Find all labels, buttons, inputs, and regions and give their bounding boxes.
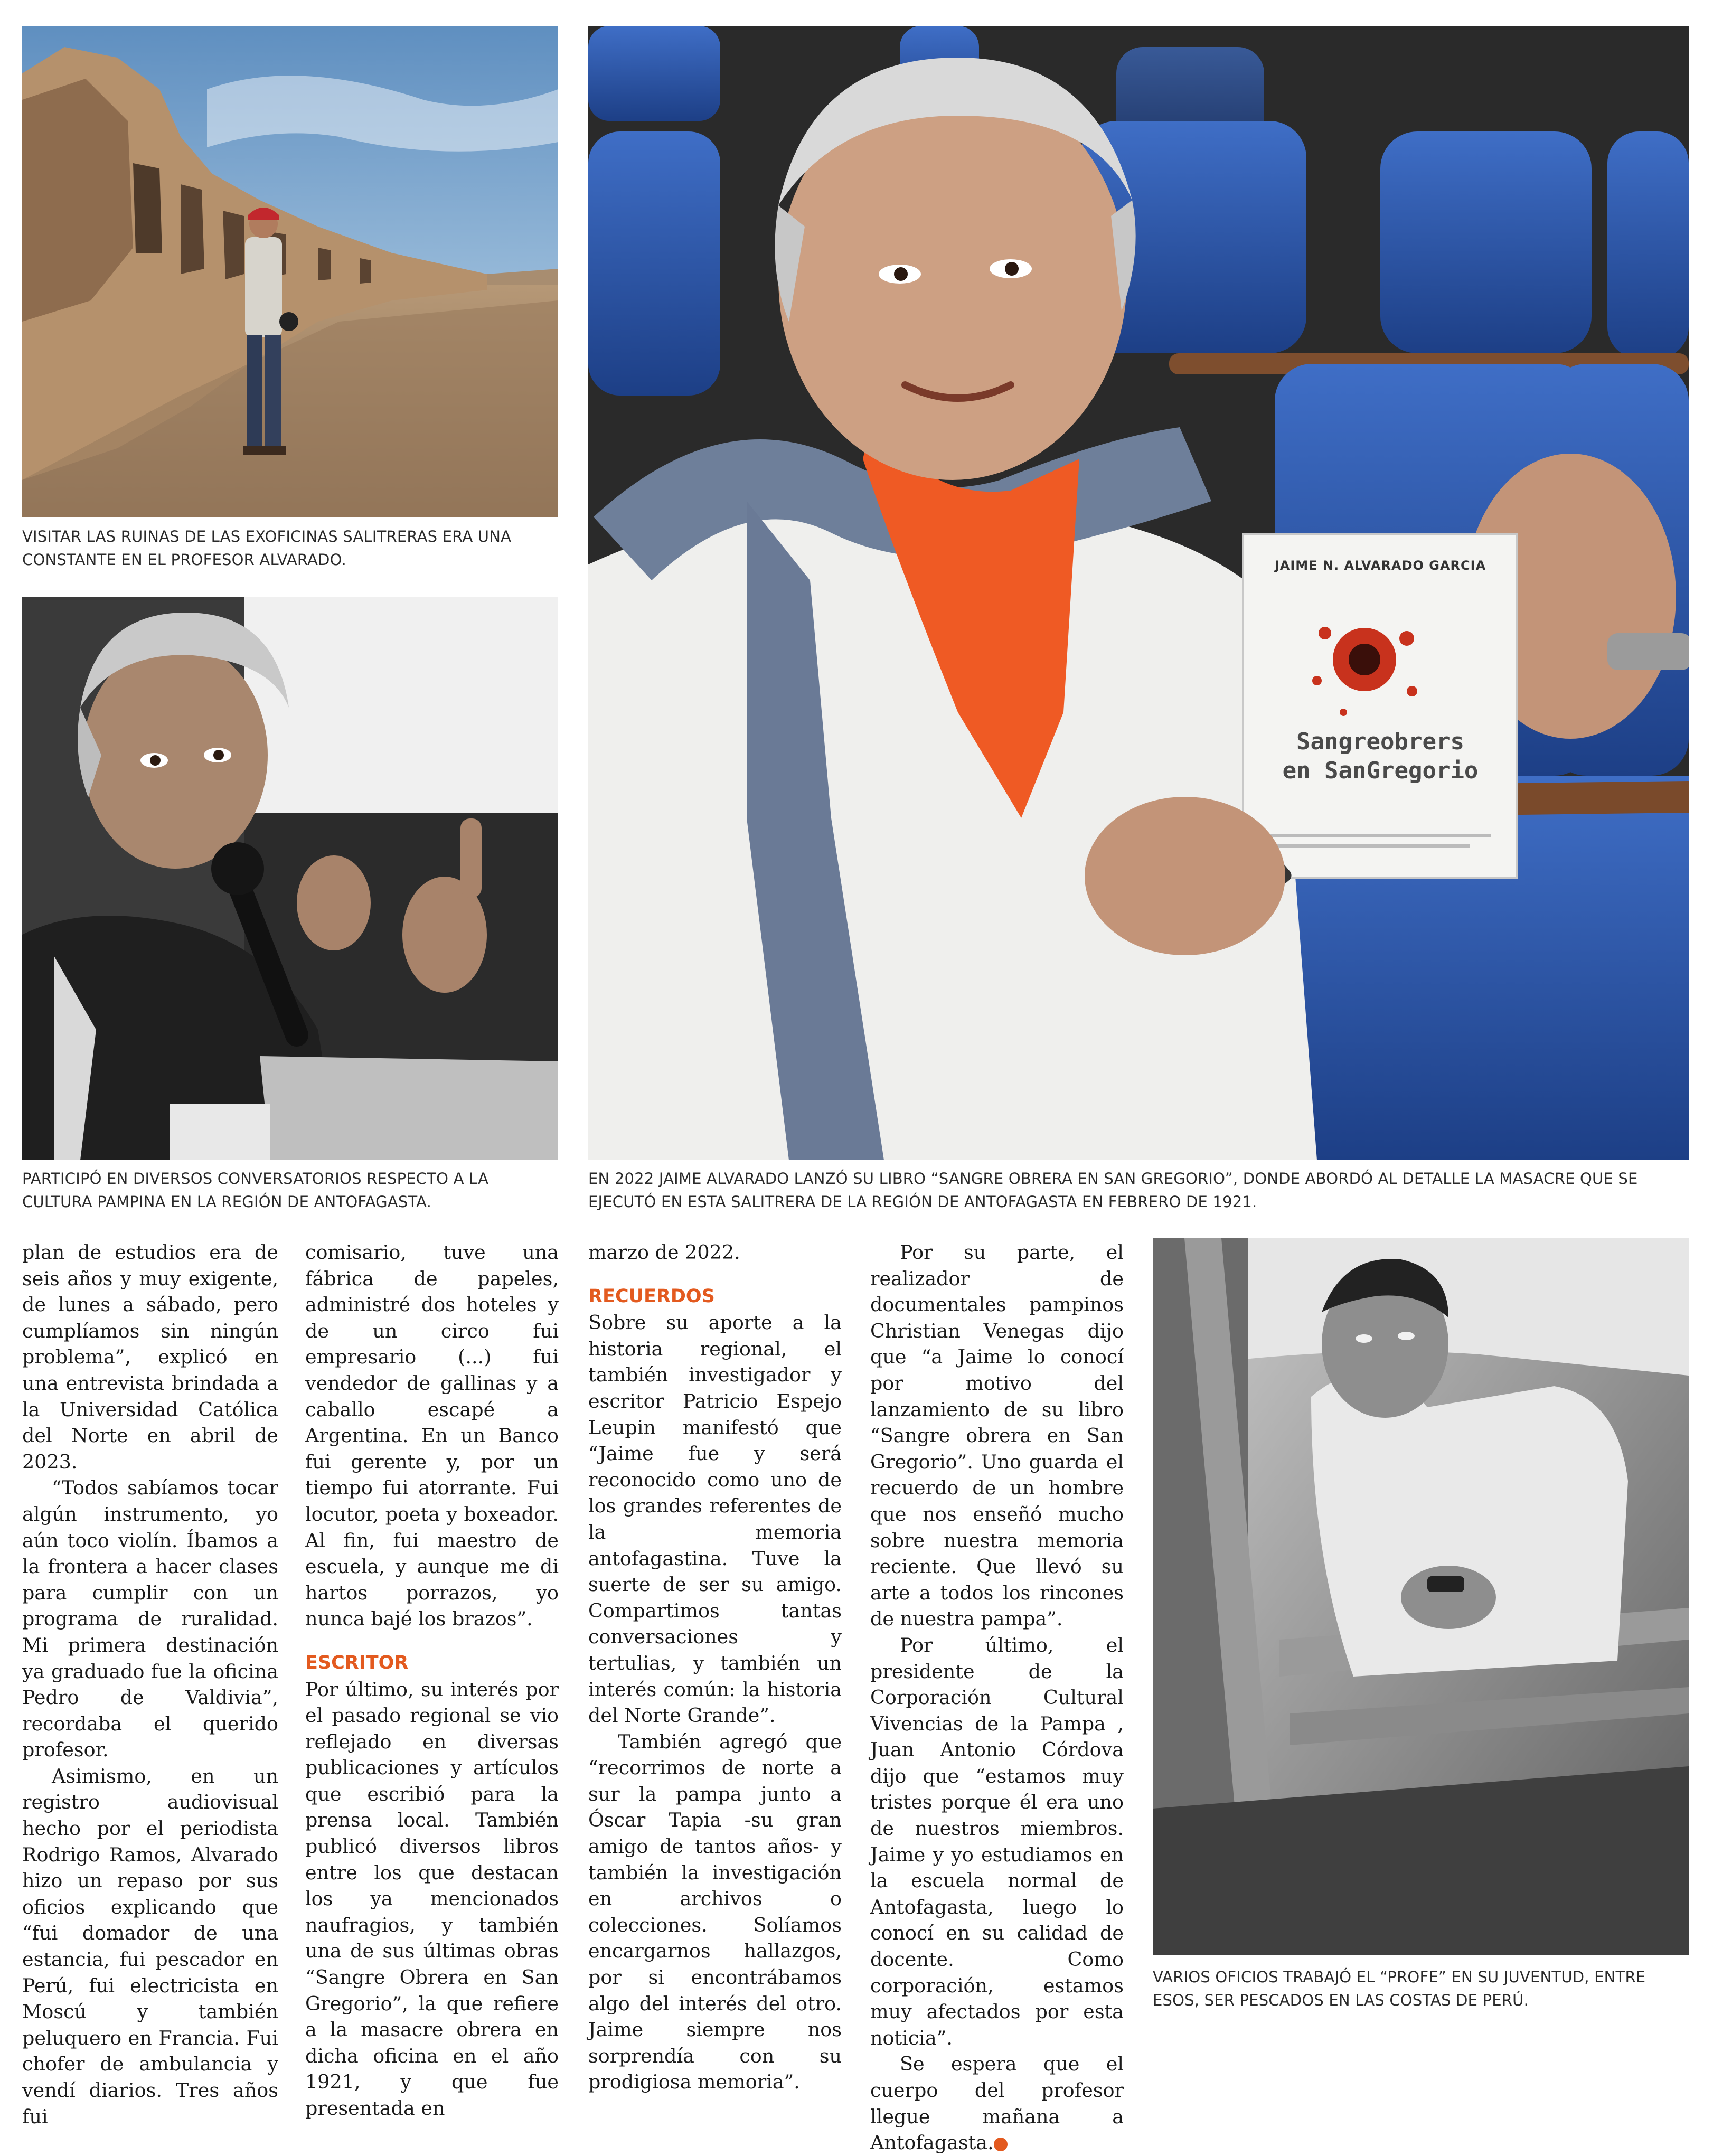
- article-column-1: [22, 1239, 278, 2130]
- paragraph: Por último, el presidente de la Corporación Cultural Vivencias de la Pampa , Juan Antonio Córdova dijo que “estamos muy tristes porque él era uno de nuestros miembros. Jaime y yo estudiamos en la escuela normal de Antofagasta, luego lo conocí en su calidad de docente. Como corporación, estamos muy afectados por esta noticia”.: [870, 1633, 1124, 2049]
- paragraph: “Todos sabíamos tocar algún instrumento, yo aún toco violín. Íbamos a la frontera a hacer clases para cumplir con un programa de ruralidad. Mi primera destinación ya graduado fue la oficina Pedro de Valdivia”, recordaba el querido profesor.: [22, 1476, 278, 1762]
- paragraph: También agregó que “recorrimos de norte a sur la pampa junto a Óscar Tapia -su gran amigo de tantos años- y también la investigación en archivos o colecciones. Solíamos encargarnos hallazgos, por si encontrábamos algo del interés del otro. Jaime siempre nos sorprendía con su prodigiosa memoria”.: [588, 1730, 842, 2094]
- talk-photo: [22, 597, 558, 1160]
- section-heading-escritor: ESCRITOR: [305, 1652, 409, 1673]
- section-heading-recuerdos: RECUERDOS: [588, 1285, 715, 1307]
- book-title-line-1: Sangreobrers: [1296, 728, 1464, 755]
- closing-sentence: Se espera que el cuerpo del profesor llegue mañana a Antofagasta.: [870, 2053, 1124, 2154]
- book-caption: EN 2022 JAIME ALVARADO LANZÓ SU LIBRO “SANGRE OBRERA EN SAN GREGORIO”, DONDE ABORDÓ AL DETALLE LA MASACRE QUE SE EJECUTÓ EN ESTA SALITRERA DE LA REGIÓN DE ANTOFAGASTA EN FEBRERO DE 1921.: [588, 1170, 1638, 1211]
- paragraph: plan de estudios era de seis años y muy exigente, de lunes a sábado, pero cumplíamos sin ningún problema”, explicó en una entrevista brindada a la Universidad Católica del Norte en abril de 2023.: [22, 1241, 278, 1473]
- talk-caption: PARTICIPÓ EN DIVERSOS CONVERSATORIOS RESPECTO A LA CULTURA PAMPINA EN LA REGIÓN DE ANTOFAGASTA.: [22, 1170, 489, 1211]
- paragraph: marzo de 2022.: [588, 1241, 740, 1264]
- youth-caption: VARIOS OFICIOS TRABAJÓ EL “PROFE” EN SU JUVENTUD, ENTRE ESOS, SER PESCADOS EN LAS COSTAS DE PERÚ.: [1153, 1968, 1646, 2009]
- paragraph: Por último, su interés por el pasado regional se vio reflejado en diversas publicaciones y artículos que escribió para la prensa local. También publicó diversos libros entre los que destacan los ya mencionados naufragios, y también una de sus últimas obras “Sangre Obrera en San Gregorio”, la que refiere a la masacre obrera en dicha oficina en el año 1921, y que fue presentada en: [305, 1678, 559, 2120]
- paragraph: Sobre su aporte a la historia regional, el también investigador y escritor Patricio Espejo Leupin manifestó que “Jaime fue y será reconocido como uno de los grandes referentes de la memoria antofagastina. Tuve la suerte de ser su amigo. Compartimos tantas conversaciones y tertulias, y también un interés común: la historia del Norte Grande”.: [588, 1311, 842, 1727]
- article-column-4: [870, 1239, 1124, 2156]
- article-column-2: [305, 1239, 559, 2122]
- book-title-line-2: en SanGregorio: [1282, 757, 1479, 784]
- youth-photo: [1153, 1238, 1689, 1955]
- paragraph: comisario, tuve una fábrica de papeles, administré dos hoteles y de un circo fui empresario (...) fui vendedor de gallinas y a caballo escapé a Argentina. En un Banco fui gerente y, por un tiempo fui atorrante. Fui locutor, poeta y boxeador. Al fin, fui maestro de escuela, y aunque me di hartos porrazos, yo nunca bajé los brazos”.: [305, 1241, 559, 1631]
- end-of-article-icon: ✪: [994, 2138, 1008, 2151]
- article-column-3: [588, 1239, 842, 2095]
- book-author: JAIME N. ALVARADO GARCIA: [1274, 558, 1486, 573]
- ruins-caption: VISITAR LAS RUINAS DE LAS EXOFICINAS SALITRERAS ERA UNA CONSTANTE EN EL PROFESOR ALVARADO.: [22, 528, 512, 569]
- ruins-photo: [22, 26, 558, 517]
- paragraph: [870, 2051, 1124, 2155]
- paragraph: Asimismo, en un registro audiovisual hecho por el periodista Rodrigo Ramos, Alvarado hizo un repaso por sus oficios explicando que “fui domador de una estancia, fui pescador en Perú, fui electricista en Moscú y también peluquero en Francia. Fui chofer de ambulancia y vendí diarios. Tres años fui: [22, 1764, 278, 2128]
- paragraph: Por su parte, el realizador de documentales pampinos Christian Venegas dijo que “a Jaime lo conocí por motivo del lanzamiento de su libro “Sangre obrera en San Gregorio”. Uno guarda el recuerdo de un hombre que nos enseñó mucho sobre nuestra memoria reciente. Que llevó su arte a todos los rincones de nuestra pampa”.: [870, 1241, 1124, 1631]
- book-photo: [588, 26, 1689, 1160]
